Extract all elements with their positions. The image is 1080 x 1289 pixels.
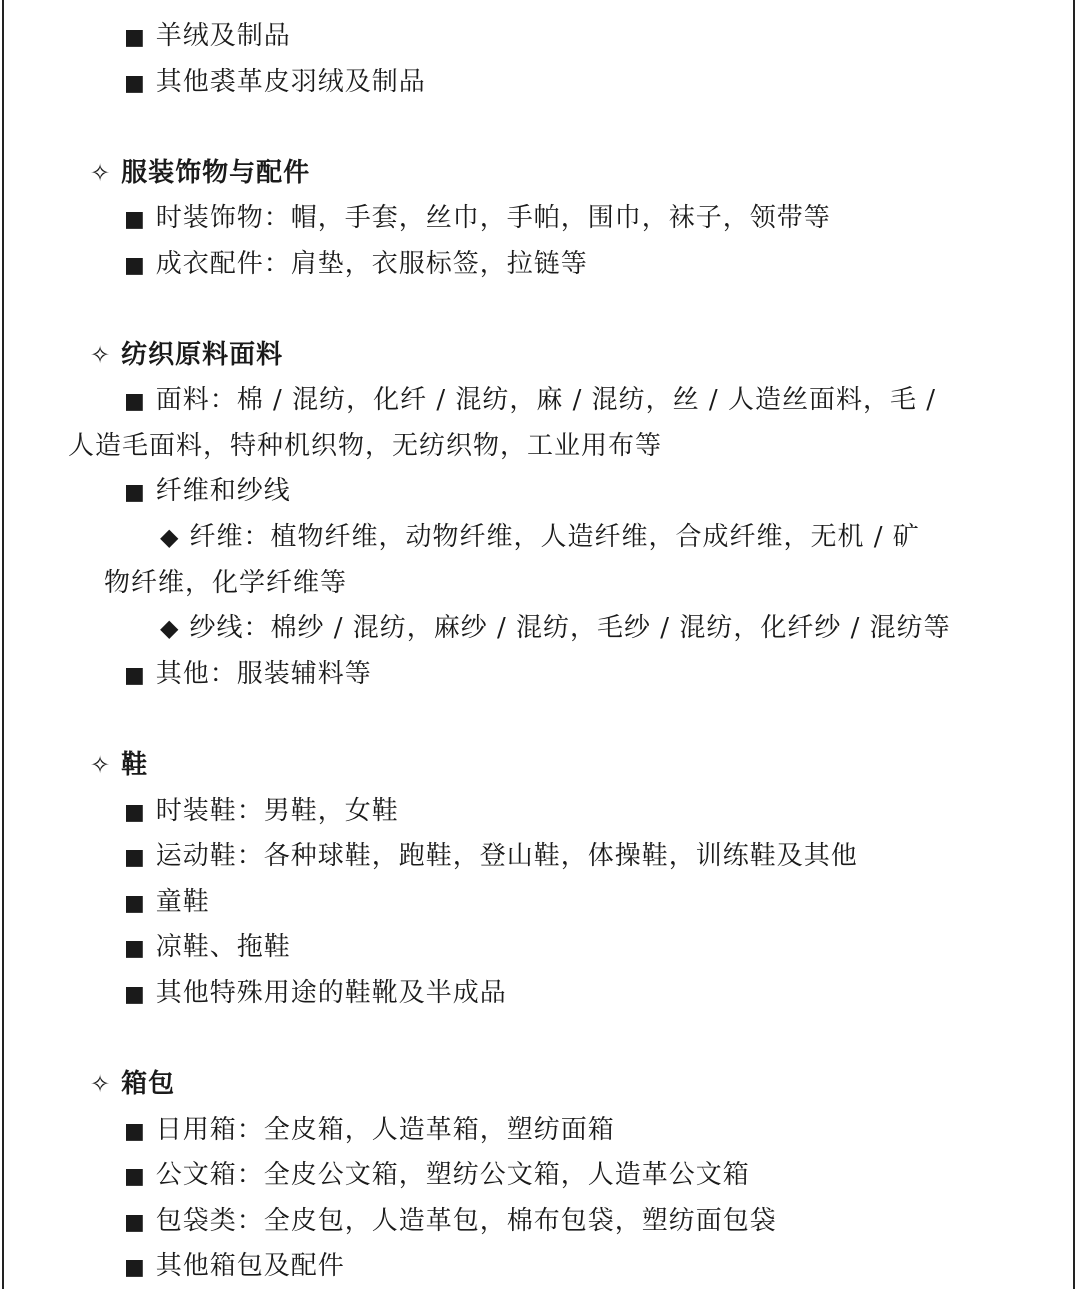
square-bullet-icon: ■ [124,1255,146,1280]
list-item [124,1113,615,1149]
diamond-bullet-icon: ◆ [160,523,180,551]
list-item-text: 公文箱：全皮公文箱，塑纺公文箱，人造革公文箱 [155,1160,750,1190]
diamond-bullet-icon: ◆ [160,614,180,642]
open-diamond-icon: ✧ [90,159,112,187]
list-item-continuation [104,566,347,600]
list-item-text: 包袋类：全皮包，人造革包，棉布包袋，塑纺面包袋 [155,1206,777,1236]
list-item [124,1158,750,1194]
square-bullet-icon: ■ [124,1119,146,1144]
list-item [124,885,210,921]
list-item [124,657,372,693]
square-bullet-icon: ■ [124,936,146,961]
open-diamond-icon: ✧ [90,341,112,369]
list-item-text: 童鞋 [155,887,210,917]
section-heading [90,156,310,190]
square-bullet-icon: ■ [124,845,146,870]
list-item [124,247,588,283]
square-bullet-icon: ■ [124,982,146,1007]
list-item-text: 羊绒及制品 [155,21,291,51]
section-heading-text: 纺织原料面料 [121,340,284,370]
list-item [124,383,936,419]
square-bullet-icon: ■ [124,480,146,505]
section-heading-text: 鞋 [121,750,149,780]
list-item-text: 其他：服装辅料等 [155,659,372,689]
open-diamond-icon: ✧ [90,1070,112,1098]
section-heading-text: 服装饰物与配件 [121,158,311,188]
list-item-text: 纤维：植物纤维，动物纤维，人造纤维，合成纤维，无机 / 矿 [189,522,920,552]
square-bullet-icon: ■ [124,663,146,688]
list-item-text: 其他箱包及配件 [155,1251,345,1281]
list-item-text: 面料：棉 / 混纺，化纤 / 混纺，麻 / 混纺，丝 / 人造丝面料，毛 / [155,385,936,415]
square-bullet-icon: ■ [124,1210,146,1235]
list-item-text: 人造毛面料，特种机织物，无纺织物，工业用布等 [68,431,663,461]
sub-list-item [160,520,920,554]
list-item [124,1249,345,1285]
list-item-text: 纤维和纱线 [155,476,291,506]
list-item [124,474,291,510]
sub-list-item [160,611,951,645]
square-bullet-icon: ■ [124,389,146,414]
list-item-text: 凉鞋、拖鞋 [155,932,291,962]
open-diamond-icon: ✧ [90,751,112,779]
square-bullet-icon: ■ [124,800,146,825]
list-item-text: 成衣配件：肩垫，衣服标签，拉链等 [155,249,588,279]
square-bullet-icon: ■ [124,253,146,278]
list-item-text: 时装鞋：男鞋，女鞋 [155,796,399,826]
list-item [124,976,507,1012]
section-heading-text: 箱包 [121,1069,176,1099]
section-heading [90,748,148,782]
list-item-text: 其他特殊用途的鞋靴及半成品 [155,978,507,1008]
list-item [124,839,858,875]
square-bullet-icon: ■ [124,71,146,96]
list-item [124,19,291,55]
list-item [124,1204,777,1240]
list-item [124,930,291,966]
section-heading [90,1067,175,1101]
list-item-text: 时装饰物：帽，手套，丝巾，手帕，围巾，袜子，领带等 [155,203,831,233]
list-item-continuation [68,429,662,463]
square-bullet-icon: ■ [124,207,146,232]
list-item-text: 运动鞋：各种球鞋，跑鞋，登山鞋，体操鞋，训练鞋及其他 [155,841,858,871]
list-item [124,794,399,830]
list-item-text: 纱线：棉纱 / 混纺，麻纱 / 混纺，毛纱 / 混纺，化纤纱 / 混纺等 [189,613,951,643]
list-item [124,65,426,101]
square-bullet-icon: ■ [124,891,146,916]
square-bullet-icon: ■ [124,1164,146,1189]
list-item-text: 其他裘革皮羽绒及制品 [155,67,426,97]
square-bullet-icon: ■ [124,25,146,50]
list-item-text: 日用箱：全皮箱，人造革箱，塑纺面箱 [155,1115,615,1145]
section-heading [90,338,283,372]
list-item-text: 物纤维，化学纤维等 [104,568,348,598]
list-item [124,201,831,237]
